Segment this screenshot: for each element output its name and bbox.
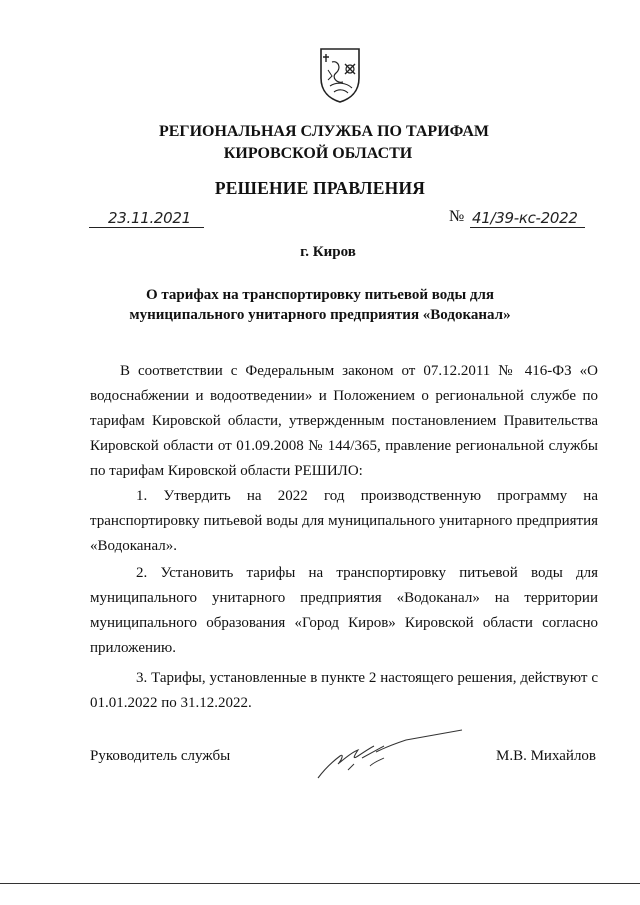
bottom-rule (0, 883, 640, 884)
coat-of-arms-icon (318, 46, 362, 104)
organization-name-line1: РЕГИОНАЛЬНАЯ СЛУЖБА ПО ТАРИФАМ (158, 123, 490, 140)
subject-line2: муниципального унитарного предприятия «Водоканал» (129, 307, 511, 323)
number-underline (470, 227, 585, 228)
subject-line1: О тарифах на транспортировку питьевой воды для (145, 287, 495, 303)
signatory-name: М.В. Михайлов (496, 748, 597, 764)
date-underline (89, 227, 204, 228)
number-sign: № (449, 208, 465, 225)
decision-number: 41/39-кс-2022 (472, 209, 578, 227)
decision-item-2: 2. Установить тарифы на транспортировку питьевой воды для муниципального унитарного предприятия «Водоканал» на территории муниципального образования «Город Киров» Кировской области согласно приложению. (90, 565, 598, 656)
document-subject (0, 285, 640, 325)
handwritten-signature (314, 726, 464, 786)
decision-item-3: 3. Тарифы, установленные в пункте 2 настоящего решения, действуют с 01.01.2022 по 31.12.2022. (90, 670, 598, 711)
intro-paragraph: В соответствии с Федеральным законом от 07.12.2011 № 416-ФЗ «О водоснабжении и водоотведении» и Положением о региональной службе по тарифам Кировской области, утвержденным постановлением Правительства Кировской области от 01.09.2008 № 144/365, правление региональной службы по тарифам Кировской области РЕШИЛО: (90, 363, 598, 479)
document-type-heading: РЕШЕНИЕ ПРАВЛЕНИЯ (214, 178, 426, 198)
signatory-position: Руководитель службы (90, 748, 231, 764)
city-name: г. Киров (300, 244, 356, 260)
decision-item-1: 1. Утвердить на 2022 год производственную программу на транспортировку питьевой воды для муниципального унитарного предприятия «Водоканал». (90, 488, 598, 554)
organization-name-line2: КИРОВСКОЙ ОБЛАСТИ (223, 145, 413, 162)
decision-date: 23.11.2021 (108, 209, 191, 227)
